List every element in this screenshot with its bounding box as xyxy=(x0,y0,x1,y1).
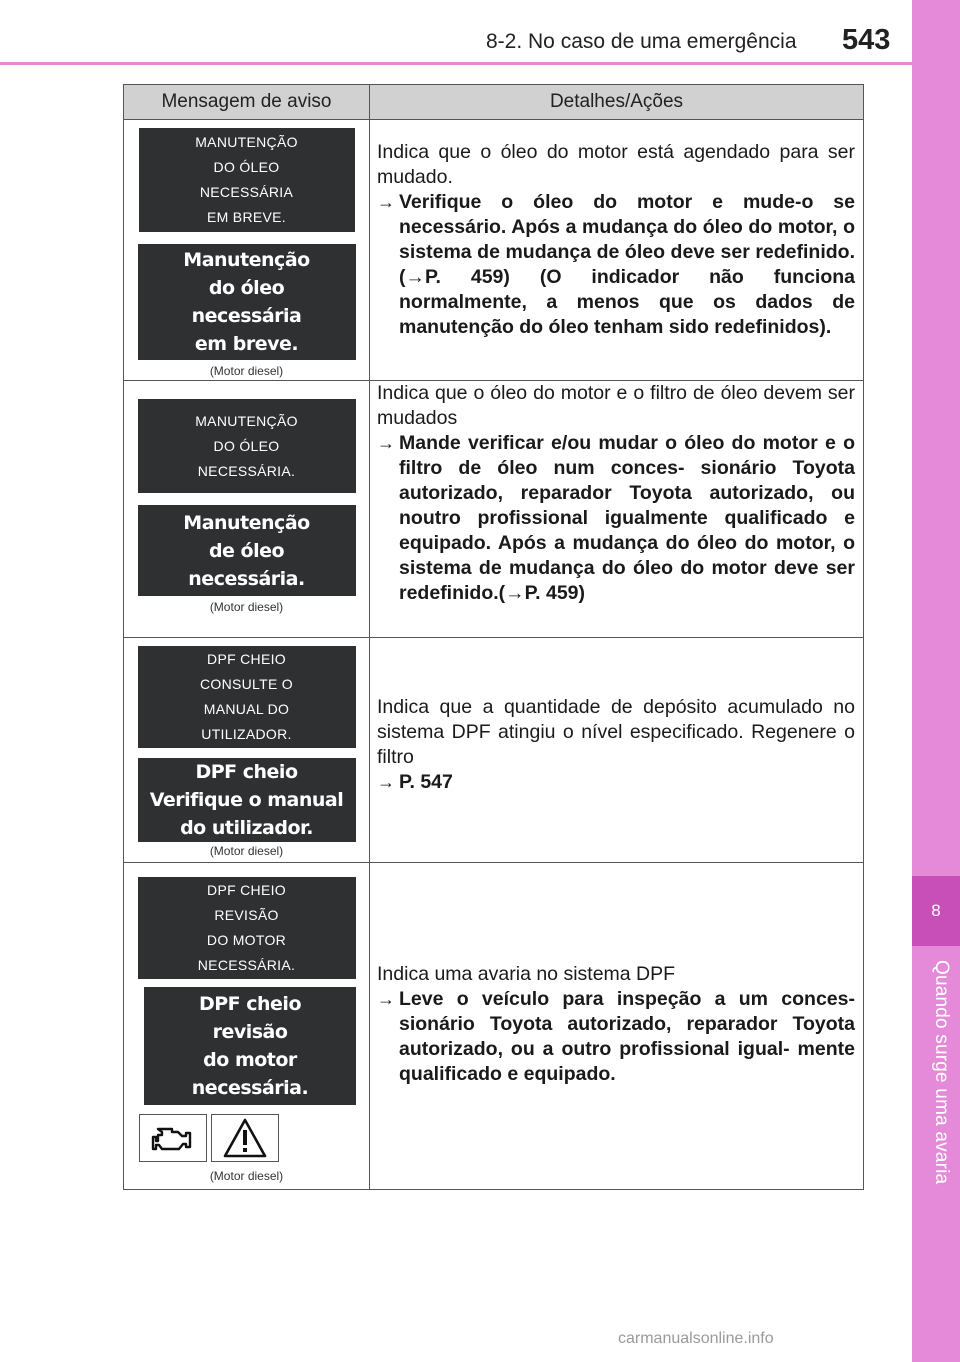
diesel-label: (Motor diesel) xyxy=(209,600,284,614)
chapter-title: Quando surge uma avaria xyxy=(931,960,952,1185)
warning-display-diesel: Manutenção de óleo necessária. xyxy=(138,505,356,596)
warning-display-diesel: Manutenção do óleo necessária em breve. xyxy=(138,244,356,360)
warning-table xyxy=(123,84,864,1190)
detail-intro: Indica que a quantidade de depósito acumulado no sistema DPF atingiu o nível especificado. Regenere o filtro xyxy=(377,696,855,768)
table-row xyxy=(124,381,864,638)
detail-action: Verifique o óleo do motor e mude-o se necessário. Após a mudança do óleo do motor, o sistema de mudança de óleo deve ser redefinido. (→P. 459) (O indicador não funciona normalmente, a menos que os dados de manutenção do óleo tenham sido redefinidos). xyxy=(399,191,855,338)
table-row xyxy=(124,638,864,863)
diesel-label: (Motor diesel) xyxy=(209,1169,284,1183)
master-warning-icon xyxy=(211,1114,279,1162)
warning-display-petrol: MANUTENÇÃO DO ÓLEO NECESSÁRIA EM BREVE. xyxy=(139,128,355,232)
details-cell xyxy=(370,381,864,638)
warning-display-petrol: MANUTENÇÃO DO ÓLEO NECESSÁRIA. xyxy=(138,399,356,493)
detail-intro: Indica que o óleo do motor e o filtro de óleo devem ser mudados xyxy=(377,382,855,429)
detail-intro: Indica uma avaria no sistema DPF xyxy=(377,963,676,985)
table-header-row xyxy=(124,85,864,120)
table-row xyxy=(124,120,864,381)
section-title: 8-2. No caso de uma emergência xyxy=(486,30,797,53)
col-header-message: Mensagem de aviso xyxy=(124,85,370,120)
arrow-icon: → xyxy=(377,772,395,792)
details-cell xyxy=(370,638,864,863)
warning-display-diesel: DPF cheio revisão do motor necessária. xyxy=(144,987,356,1105)
warning-icons xyxy=(139,1114,279,1162)
detail-intro: Indica que o óleo do motor está agendado para ser mudado. xyxy=(377,141,855,188)
message-cell xyxy=(124,638,370,863)
diesel-label: (Motor diesel) xyxy=(209,364,284,378)
detail-action: Mande verificar e/ou mudar o óleo do motor e o filtro de óleo num conces- sionário Toyota autorizado, reparador Toyota autorizado, ou noutro profissional igualmente qualificado e equipado. Após a mudança do óleo do motor, o sistema de mudança do óleo do motor deve ser redefinido.(→P. 459) xyxy=(399,432,855,604)
detail-action: P. 547 xyxy=(399,771,453,793)
chapter-number: 8 xyxy=(912,876,960,946)
details-cell xyxy=(370,863,864,1190)
message-cell xyxy=(124,381,370,638)
watermark: carmanualsonline.info xyxy=(618,1330,774,1347)
detail-action: Leve o veículo para inspeção a um conces- sionário Toyota autorizado, reparador Toyota autorizado, ou a outro profissional igual- mente qualificado e equipado. xyxy=(399,988,855,1085)
warning-display-diesel: DPF cheio Verifique o manual do utilizador. xyxy=(138,758,356,842)
page-number: 543 xyxy=(842,24,891,56)
header-rule xyxy=(0,62,912,65)
arrow-icon: → xyxy=(377,192,395,212)
col-header-details: Detalhes/Ações xyxy=(370,85,864,120)
message-cell xyxy=(124,863,370,1190)
message-cell xyxy=(124,120,370,381)
warning-display-petrol: DPF CHEIO REVISÃO DO MOTOR NECESSÁRIA. xyxy=(138,877,356,979)
table-row xyxy=(124,863,864,1190)
arrow-icon: → xyxy=(377,433,395,453)
details-cell xyxy=(370,120,864,381)
warning-display-petrol: DPF CHEIO CONSULTE O MANUAL DO UTILIZADOR. xyxy=(138,646,356,748)
diesel-label: (Motor diesel) xyxy=(209,844,284,858)
arrow-icon: → xyxy=(377,989,395,1009)
engine-warning-icon xyxy=(139,1114,207,1162)
